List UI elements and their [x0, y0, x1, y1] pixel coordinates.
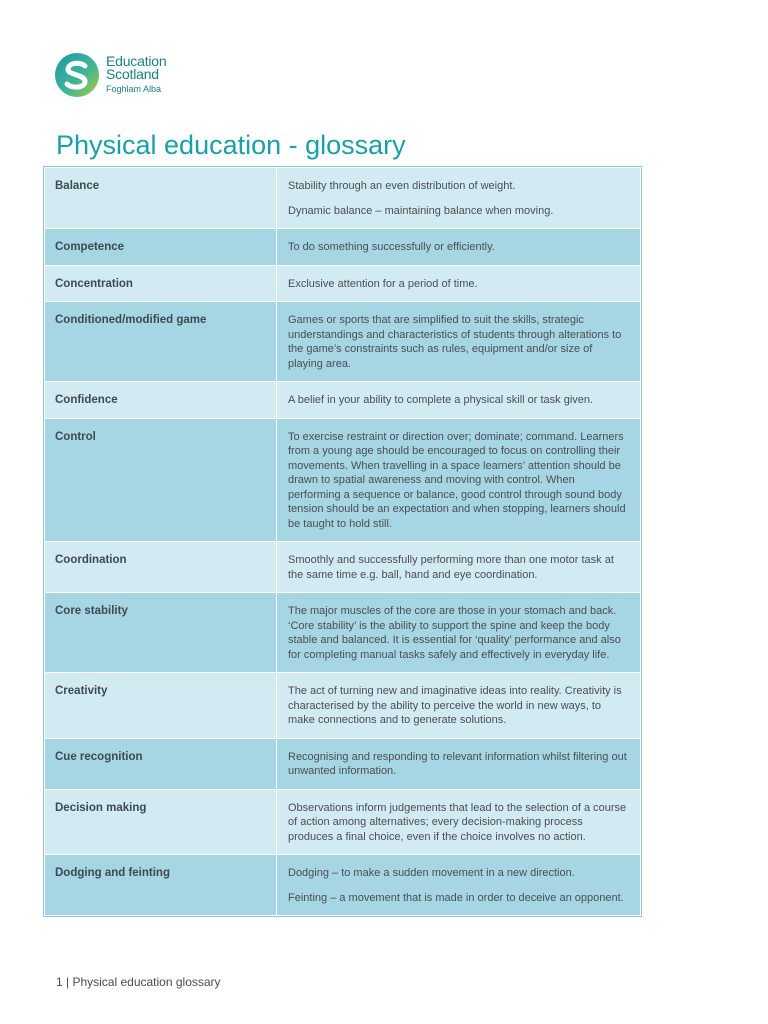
- glossary-definition: [277, 302, 641, 382]
- glossary-definition: [277, 673, 641, 739]
- glossary-definition: [277, 738, 641, 789]
- glossary-row: [45, 229, 641, 266]
- glossary-definition: [277, 855, 641, 916]
- glossary-term: Concentration: [45, 265, 277, 302]
- glossary-definition-paragraph: Feinting – a movement that is made in order to deceive an opponent.: [288, 891, 624, 904]
- glossary-term: Dodging and feinting: [45, 855, 277, 916]
- glossary-term: Confidence: [45, 382, 277, 419]
- glossary-row: [45, 738, 641, 789]
- glossary-row: [45, 418, 641, 542]
- glossary-definition: [277, 265, 641, 302]
- glossary-definition-paragraph: A belief in your ability to complete a physical skill or task given.: [288, 394, 594, 406]
- glossary-term: Cue recognition: [45, 738, 277, 789]
- glossary-definition: [277, 168, 641, 229]
- glossary-definition: [277, 229, 641, 266]
- glossary-term: Conditioned/modified game: [45, 302, 277, 382]
- glossary-term: Control: [45, 418, 277, 542]
- glossary-definition-paragraph: Smoothly and successfully performing more than one motor task at the same time e.g. ball, hand and eye coordination.: [288, 554, 614, 581]
- glossary-term: Competence: [45, 229, 277, 266]
- glossary-row: [45, 542, 641, 593]
- glossary-definition-paragraph: Games or sports that are simplified to suit the skills, strategic understandings and characteristics of students through alterations to the game’s constraints such as rules, equipment and/or size of playing area.: [288, 314, 622, 370]
- page-footer: 1 | Physical education glossary: [56, 975, 221, 989]
- logo-line-education: Education: [106, 52, 167, 69]
- glossary-table: [44, 167, 641, 916]
- glossary-definition-paragraph: To do something successfully or efficiently.: [288, 241, 495, 253]
- logo-line-foghlam-alba: Foghlam Alba: [106, 83, 162, 94]
- glossary-term: Creativity: [45, 673, 277, 739]
- glossary-row: [45, 168, 641, 229]
- glossary-definition: [277, 418, 641, 542]
- glossary-term: Decision making: [45, 789, 277, 855]
- glossary-definition-paragraph: Dynamic balance – maintaining balance when moving.: [288, 204, 554, 217]
- glossary-row: [45, 855, 641, 916]
- education-scotland-logo: [54, 52, 166, 98]
- glossary-definition-paragraph: Observations inform judgements that lead to the selection of a course of action among alternatives; every decision-making process produces a final choice, even if the choice involves no action.: [288, 801, 627, 843]
- glossary-definition: [277, 382, 641, 419]
- glossary-definition-paragraph: The act of turning new and imaginative ideas into reality. Creativity is characterised by the ability to perceive the world in new ways, to make connections and to generate solutions.: [288, 685, 622, 726]
- glossary-definition-paragraph: The major muscles of the core are those in your stomach and back. ‘Core stability’ is the ability to support the spine and keep the body stable and balanced. It is essential for ‘quality’ performance and also for completing manual tasks safely and effectively in everyday life.: [288, 605, 621, 661]
- glossary-table-body: [45, 168, 641, 916]
- glossary-row: [45, 593, 641, 673]
- glossary-row: [45, 265, 641, 302]
- glossary-term: Balance: [45, 168, 277, 229]
- glossary-term: Core stability: [45, 593, 277, 673]
- glossary-definition-paragraph: Stability through an even distribution of weight.: [288, 180, 516, 192]
- glossary-definition-paragraph: Recognising and responding to relevant information whilst filtering out unwanted information.: [288, 750, 627, 777]
- glossary-definition: [277, 789, 641, 855]
- page-title: Physical education - glossary: [56, 130, 406, 160]
- glossary-definition-paragraph: Dodging – to make a sudden movement in a new direction.: [288, 867, 575, 879]
- glossary-row: [45, 382, 641, 419]
- glossary-definition-paragraph: To exercise restraint or direction over; dominate; command. Learners from a young age should be encouraged to focus on controlling their movements. When travelling in a space learners’ attention should be drawn to spatial awareness and moving with control. When performing a sequence or balance, good control through sound body tension should be an expectation and when stopping, learners should be taught to hold still.: [288, 430, 626, 530]
- glossary-definition: [277, 542, 641, 593]
- glossary-definition: [277, 593, 641, 673]
- logo-line-scotland: Scotland: [106, 65, 159, 82]
- glossary-term: Coordination: [45, 542, 277, 593]
- education-scotland-logo-icon: [54, 52, 100, 98]
- glossary-definition-paragraph: Exclusive attention for a period of time.: [288, 277, 478, 290]
- glossary-row: [45, 302, 641, 382]
- glossary-row: [45, 789, 641, 855]
- logo-wordmark: [106, 52, 167, 96]
- glossary-row: [45, 673, 641, 739]
